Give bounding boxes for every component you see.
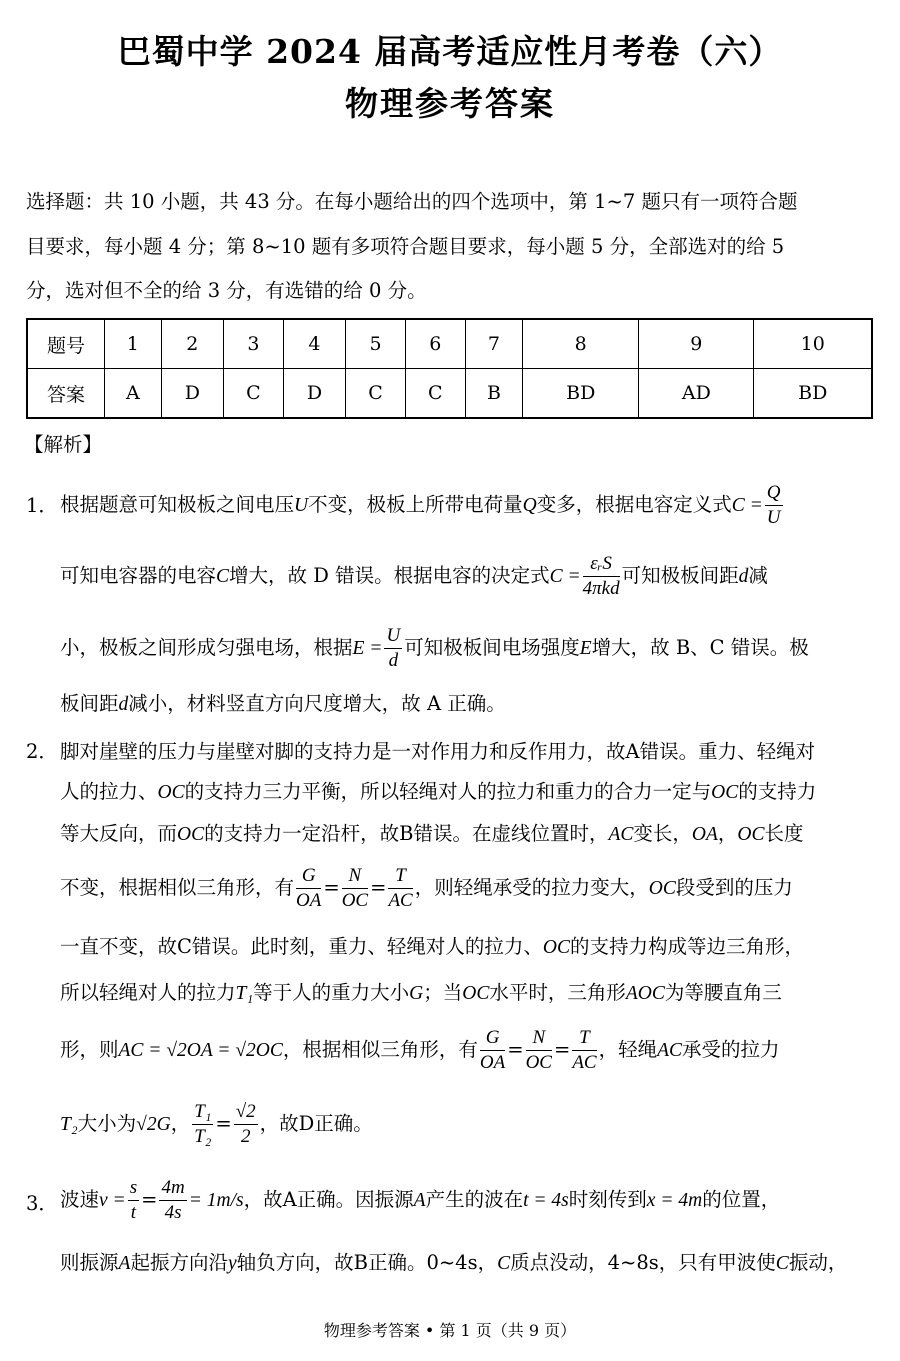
page-footer: 物理参考答案 • 第 1 页（共 9 页）	[323, 1321, 577, 1340]
table-cell-label: 答案	[27, 369, 105, 419]
table-cell: C	[405, 369, 465, 419]
solution-3-line-2: 则振源A起振方向沿y轴负方向，故B正确。0~4s，C质点没动，4~8s，只有甲波使C振动，	[60, 1251, 848, 1274]
table-cell: C	[346, 369, 406, 419]
solution-2-number: 2．	[26, 740, 58, 763]
solution-2-line-1: 脚对崖壁的压力与崖壁对脚的支持力是一对作用力和反作用力，故A错误。重力、轻绳对	[60, 740, 816, 763]
title-line-1: 巴蜀中学 2024 届高考适应性月考卷（六）	[117, 32, 783, 71]
intro-line-2: 目要求，每小题 4 分；第 8~10 题有多项符合题目要求，每小题 5 分，全部选对的给 5	[26, 235, 785, 258]
analysis-header: 【解析】	[24, 433, 103, 456]
table-cell: 9	[639, 319, 754, 369]
table-cell: AD	[639, 369, 754, 419]
solution-1-line-3: 小，极板之间形成匀强电场，根据E = $\frac{U}{d}$ 可知极板间电场强度E增大，故 B、C 错误。极	[60, 625, 809, 671]
table-cell: C	[224, 369, 284, 419]
solution-1-line-2: 可知电容器的电容C增大，故 D 错误。根据电容的决定式C = $\frac{\text{εᵣS}}{\text{4πkd}}$ 可知极板间距d减	[60, 553, 768, 599]
fraction-u-over-d: $\frac{U}{d}$	[386, 625, 401, 671]
answer-table	[26, 318, 873, 419]
table-cell: 10	[754, 319, 872, 369]
table-cell: 7	[465, 319, 523, 369]
table-cell: D	[283, 369, 345, 419]
solution-2-line-8: T₂大小为√2G， $\frac{\text{T₁}}{\text{T₂}}$ = $\frac{√2}{2}$ ，故D正确。	[60, 1101, 373, 1147]
table-cell: BD	[754, 369, 872, 419]
table-cell: 3	[224, 319, 284, 369]
solution-3-line-1: 波速v = $\frac{s}{t}$ = $\frac{4m}{4s}$ = 1m/s，故A正确。因振源A产生的波在t = 4s时刻传到x = 4m的位置，	[60, 1177, 781, 1223]
intro-line-1: 选择题：共 10 小题，共 43 分。在每小题给出的四个选项中，第 1~7 题只有一项符合题	[26, 190, 798, 213]
solution-2-line-7: 形，则AC = √2OA = √2OC，根据相似三角形，有 $\frac{G}{OA}$ = $\frac{N}{OC}$ = $\frac{T}{AC}$ ，轻绳AC承受的拉力	[60, 1027, 780, 1073]
table-cell: 6	[405, 319, 465, 369]
solution-2-line-4: 不变，根据相似三角形，有 $\frac{G}{OA}$ = $\frac{N}{OC}$ = $\frac{T}{AC}$ ，则轻绳承受的拉力变大，OC段受到的压力	[60, 865, 793, 911]
table-row-answers	[27, 369, 872, 419]
table-cell: 4	[283, 319, 345, 369]
table-cell-label: 题号	[27, 319, 105, 369]
solution-2-line-2: 人的拉力、OC的支持力三力平衡，所以轻绳对人的拉力和重力的合力一定与OC的支持力	[60, 780, 817, 803]
intro-line-3: 分，选对但不全的给 3 分，有选错的给 0 分。	[26, 279, 427, 302]
fraction-capacitance: $\frac{\text{εᵣS}}{\text{4πkd}}$	[582, 553, 620, 599]
table-cell: 8	[523, 319, 639, 369]
table-row-questions	[27, 319, 872, 369]
table-cell: B	[465, 369, 523, 419]
table-cell: 1	[105, 319, 162, 369]
solution-2-line-3: 等大反向，而OC的支持力一定沿杆，故B错误。在虚线位置时，AC变长，OA，OC长度	[60, 822, 804, 845]
table-cell: D	[161, 369, 223, 419]
solution-2-line-6: 所以轻绳对人的拉力T₁等于人的重力大小G；当OC水平时，三角形AOC为等腰直角三	[60, 981, 782, 1004]
solution-3-number: 3．	[26, 1192, 58, 1215]
table-cell: BD	[523, 369, 639, 419]
solution-2-line-5: 一直不变，故C错误。此时刻，重力、轻绳对人的拉力、OC的支持力构成等边三角形，	[60, 935, 805, 958]
table-cell: 5	[346, 319, 406, 369]
title-line-2: 物理参考答案	[345, 84, 555, 123]
table-cell: 2	[161, 319, 223, 369]
table-cell: A	[105, 369, 162, 419]
solution-1-line-1: 根据题意可知极板之间电压U不变，极板上所带电荷量Q变多，根据电容定义式C = $\frac{Q}{U}$	[60, 482, 781, 528]
solution-1-number: 1．	[26, 494, 58, 517]
fraction-q-over-u: $\frac{Q}{U}$	[766, 482, 781, 528]
solution-1-line-4: 板间距d减小，材料竖直方向尺度增大，故 A 正确。	[60, 692, 506, 715]
